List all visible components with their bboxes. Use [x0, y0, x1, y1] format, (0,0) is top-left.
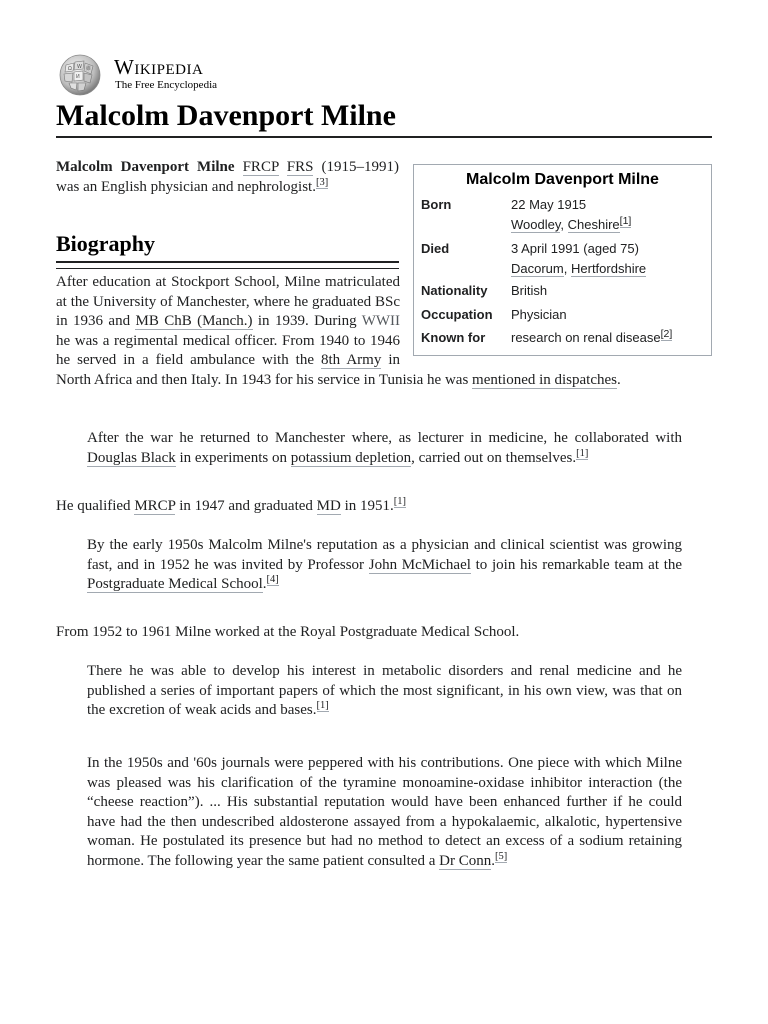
wikipedia-logo[interactable]: [56, 53, 246, 97]
text: By the early 1950s Malcolm Milne's reputation as a physician and clinical scientist was growing fast, and in 1952 he was invited by Professor: [87, 537, 682, 573]
paragraph: From 1952 to 1961 Milne worked at the Royal Postgraduate Medical School.: [56, 624, 520, 640]
ref-link[interactable]: [5]: [494, 850, 508, 862]
douglas-black-link[interactable]: Douglas Black: [87, 449, 176, 466]
postgraduate-school-link[interactable]: Postgraduate Medical School: [87, 576, 263, 592]
infobox-value: Physician: [511, 307, 567, 322]
infobox-label: Known for: [421, 330, 486, 345]
potassium-depletion-link[interactable]: potassium depletion: [290, 449, 412, 466]
infobox-label: Died: [421, 241, 450, 256]
deathplace-link-hertfordshire[interactable]: Hertfordshire: [571, 261, 647, 276]
text: He qualified: [56, 498, 131, 514]
wordmark: Wikipedia: [114, 55, 204, 79]
separator: ,: [563, 261, 568, 276]
text: to join his remarkable team at the: [475, 556, 683, 573]
svg-text:維: 維: [86, 66, 92, 72]
ref-link[interactable]: [1]: [316, 700, 329, 711]
lifespan: (1915–1991): [321, 159, 400, 175]
ref-link[interactable]: [1]: [619, 214, 632, 227]
text: in experiments on: [179, 449, 287, 466]
infobox-label: Nationality: [421, 283, 488, 298]
birthplace-link-cheshire[interactable]: Cheshire: [567, 217, 620, 232]
text: in 1947 and graduated: [179, 498, 313, 514]
section-divider: [56, 268, 399, 269]
lead-paragraph: [56, 157, 399, 197]
lead-text: was an English physician and nephrologist.: [56, 179, 316, 195]
text: .: [491, 852, 495, 869]
text: in North Africa and then Italy. In 1943 for his service in Tunisia he was: [56, 352, 469, 388]
text: in 1939. During: [257, 313, 357, 329]
section-heading-biography: Biography: [56, 229, 399, 263]
md-link[interactable]: MD: [316, 498, 341, 514]
text: in 1951.: [344, 498, 394, 514]
svg-text:Ω: Ω: [68, 66, 72, 72]
infobox-label: Occupation: [421, 307, 493, 322]
frcp-link[interactable]: FRCP: [242, 159, 279, 175]
biography-paragraph: [56, 273, 712, 390]
death-date: 3 April 1991 (aged 75): [511, 241, 639, 256]
svg-text:W: W: [77, 64, 82, 70]
birthplace-link-woodley[interactable]: Woodley: [511, 217, 561, 232]
ref-link[interactable]: [2]: [660, 327, 673, 340]
mbchb-link[interactable]: MB ChB (Manch.): [135, 313, 253, 329]
birth-date: 22 May 1915: [511, 197, 587, 212]
frs-link[interactable]: FRS: [286, 159, 314, 175]
subject-name: Malcolm Davenport Milne: [56, 159, 235, 175]
8th-army-link[interactable]: 8th Army: [321, 352, 382, 368]
dispatches-link[interactable]: mentioned in dispatches: [472, 371, 617, 388]
infobox-value: [511, 195, 707, 235]
blockquote: [87, 429, 682, 468]
text: , carried out on themselves.: [411, 449, 577, 466]
ref-link[interactable]: [3]: [315, 177, 329, 188]
text: In the 1950s and '60s journals were peppered with his contributions. One piece with which Milne was pleased was his clarification of the tyramine monoamine-oxidase inhibitor interaction (the “cheese reaction”). ... His substantial reputation would have been enhanced further if he could have had the then undescribed aldosterone assayed from a hypokalaemic, alkalotic, hypertensive woman. He postulated its presence but had no method to detect an excess of a sodium retaining hormone. The following year the same patient consulted a: [87, 755, 682, 869]
ref-link[interactable]: [4]: [266, 574, 279, 585]
ref-link[interactable]: [1]: [576, 447, 589, 459]
blockquote: [87, 754, 682, 871]
dr-conn-link[interactable]: Dr Conn: [439, 852, 492, 869]
wikipedia-globe-icon: [56, 53, 104, 97]
text: There he was able to develop his interest in metabolic disorders and renal medicine and he published a series of important papers of which the most significant, in his own view, was that on the excretion of weak acids and bases.: [87, 663, 682, 718]
paragraph: [56, 497, 712, 517]
text: .: [262, 576, 267, 592]
wwii-link[interactable]: WWII: [361, 313, 401, 329]
john-mcmichael-link[interactable]: John McMichael: [368, 556, 471, 573]
infobox-spacer: [400, 273, 712, 367]
ref-link[interactable]: [1]: [393, 496, 407, 507]
deathplace-link-dacorum[interactable]: Dacorum: [511, 261, 564, 276]
infobox-label: Born: [421, 197, 452, 212]
blockquote: [87, 536, 682, 595]
text: After the war he returned to Manchester where, as lecturer in medicine, he collaborated with: [87, 430, 682, 446]
mrcp-link[interactable]: MRCP: [134, 498, 176, 514]
tagline: The Free Encyclopedia: [115, 79, 218, 91]
blockquote: [87, 662, 682, 721]
svg-text:И: И: [76, 74, 80, 80]
infobox-value: British: [511, 283, 548, 298]
text: .: [617, 371, 621, 388]
separator: ,: [560, 217, 565, 232]
page-title: Malcolm Davenport Milne: [56, 97, 712, 138]
known-for-text: research on renal disease: [511, 330, 661, 345]
text: After education at Stockport School, Milne matriculated at the University of Manchester, where he graduated BSc in 1936 and: [56, 274, 400, 329]
text: he was a regimental medical officer. From 1940 to 1946 he served in a field ambulance with the: [56, 332, 400, 368]
infobox-title: Malcolm Davenport Milne: [466, 171, 659, 188]
